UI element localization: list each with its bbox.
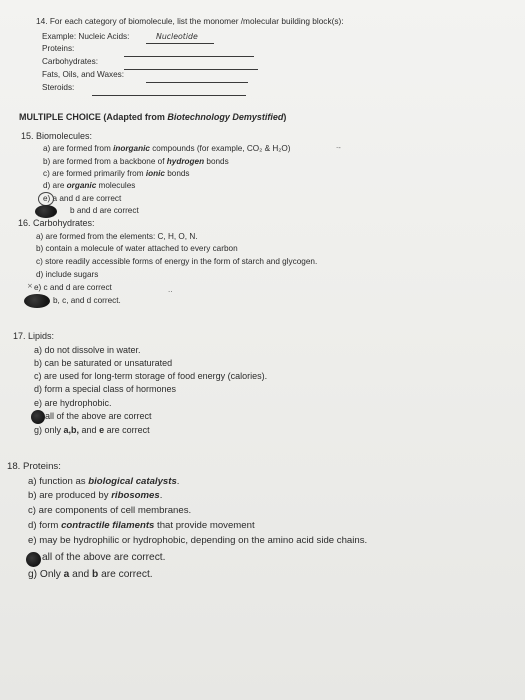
q14-row-steroids: Steroids:	[42, 83, 75, 92]
q17-filled-answer-bubble[interactable]	[31, 410, 45, 424]
q18-option-g[interactable]: g) Only a and b are correct.	[28, 569, 153, 580]
q17-option-e[interactable]: e) are hydrophobic.	[34, 398, 112, 408]
q15-title: 15. Biomolecules:	[21, 131, 93, 141]
q14-row-fats: Fats, Oils, and Waxes:	[42, 70, 125, 79]
q18-option-f[interactable]: all of the above are correct.	[42, 552, 166, 563]
q17-option-a[interactable]: a) do not dissolve in water.	[34, 345, 141, 355]
q16-title: 16. Carbohydrates:	[18, 218, 95, 228]
stray-pen-mark: ..	[168, 286, 173, 294]
q15-option-b: b) are formed from a backbone of hydrogen bonds	[43, 157, 229, 166]
q17-option-g[interactable]: g) only a,b, and e are correct	[34, 425, 150, 435]
q18-option-a[interactable]: a) function as biological catalysts.	[28, 476, 180, 487]
q16-filled-answer-bubble[interactable]	[24, 294, 50, 308]
q15-option-e[interactable]: e) a and d are correct	[43, 194, 122, 203]
q17-option-d[interactable]: d) form a special class of hormones	[34, 384, 177, 394]
q14-row-carbohydrates: Carbohydrates:	[42, 57, 98, 66]
q16-option-f[interactable]: b, c, and d correct.	[53, 296, 121, 305]
q14-example-answer: Nucleotide	[156, 32, 198, 41]
q17-option-c[interactable]: c) are used for long-term storage of food energy (calories).	[34, 371, 268, 381]
q14-steroids-blank[interactable]	[92, 95, 246, 96]
q18-option-d[interactable]: d) form contractile filaments that provide movement	[28, 520, 255, 531]
q15-option-c: c) are formed primarily from ionic bonds	[43, 169, 190, 178]
q16-option-a[interactable]: a) are formed from the elements: C, H, O, N.	[36, 232, 198, 241]
q15-option-a: a) are formed from inorganic compounds (for example, CO₂ & H₂O)	[43, 144, 291, 153]
q18-option-c[interactable]: c) are components of cell membranes.	[28, 505, 192, 516]
q14-example-answer-line	[146, 43, 214, 44]
q16-option-b[interactable]: b) contain a molecule of water attached to every carbon	[36, 244, 238, 253]
stray-pen-mark: ·-	[336, 144, 341, 152]
q14-fats-blank[interactable]	[146, 82, 248, 83]
q14-example-label: Example: Nucleic Acids:	[42, 32, 130, 41]
q17-option-b[interactable]: b) can be saturated or unsaturated	[34, 358, 173, 368]
q15-filled-answer-bubble[interactable]	[35, 205, 57, 218]
q16-option-c[interactable]: c) store readily accessible forms of energy in the form of starch and glycogen.	[36, 257, 318, 266]
q18-option-e[interactable]: e) may be hydrophilic or hydrophobic, depending on the amino acid side chains.	[28, 535, 368, 546]
q14-carbohydrates-blank[interactable]	[124, 69, 258, 70]
q15-circled-option-mark	[38, 192, 54, 206]
q15-option-d: d) are organic molecules	[43, 181, 136, 190]
q18-option-b[interactable]: b) are produced by ribosomes.	[28, 490, 163, 501]
source-title: Biotechnology Demystified	[167, 112, 284, 122]
q14-prompt: 14. For each category of biomolecule, list the monomer /molecular building block(s):	[36, 16, 344, 26]
q18-filled-answer-bubble[interactable]	[26, 552, 41, 567]
cross-mark: ×	[27, 282, 33, 290]
q16-option-d[interactable]: d) include sugars	[36, 270, 99, 279]
q18-title: 18. Proteins:	[7, 461, 61, 472]
q15-option-f[interactable]: b and d are correct	[70, 206, 139, 215]
multiple-choice-heading: MULTIPLE CHOICE (Adapted from Biotechnology Demystified)	[19, 112, 287, 122]
q17-title: 17. Lipids:	[13, 331, 55, 341]
q16-option-e[interactable]: e) c and d are correct	[34, 283, 112, 292]
q14-proteins-blank[interactable]	[124, 56, 254, 57]
q14-row-proteins: Proteins:	[42, 44, 75, 53]
q17-option-f[interactable]: all of the above are correct	[45, 411, 152, 421]
